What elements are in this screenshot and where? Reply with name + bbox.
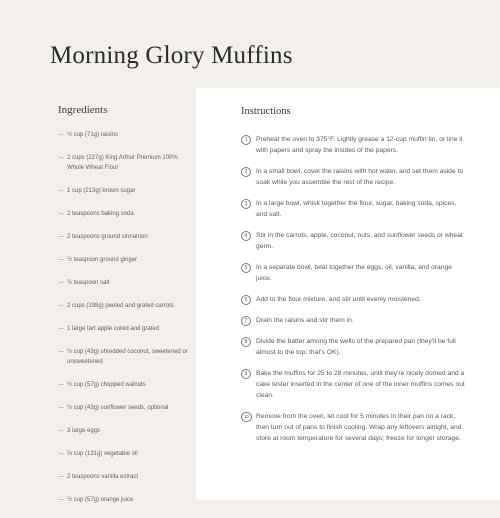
ingredient-text: ½ cup (43g) shredded coconut, sweetened or unsweetened	[67, 349, 188, 365]
ingredient-item	[58, 449, 194, 459]
instruction-step	[241, 315, 466, 326]
step-number-circle: 3	[241, 199, 251, 209]
ingredient-text: 2 teaspoons vanilla extract	[67, 474, 139, 480]
ingredient-text: 3 large eggs	[67, 428, 101, 434]
ingredient-item	[58, 153, 194, 173]
instruction-text: Bake the muffins for 25 to 28 minutes, until they're nicely domed and a cake tester inserted in the center of one of the inner muffins comes out clean.	[256, 370, 465, 399]
ingredient-text: ⅔ cup (131g) vegetable oil	[67, 451, 138, 457]
step-number-circle: 5	[241, 263, 251, 273]
dash-icon: —	[58, 132, 64, 138]
instruction-step	[241, 230, 466, 252]
ingredient-item	[58, 232, 194, 242]
dash-icon: —	[58, 382, 64, 388]
recipe-title: Morning Glory Muffins	[50, 42, 293, 69]
ingredient-item	[58, 347, 194, 367]
instruction-step	[241, 336, 466, 358]
dash-icon: —	[58, 405, 64, 411]
dash-icon: —	[58, 234, 64, 240]
ingredient-text: 2 cups (198g) peeled and grated carrots	[67, 303, 174, 309]
ingredient-item	[58, 186, 194, 196]
instruction-text: In a small bowl, cover the raisins with hot water, and set them aside to soak while you assemble the rest of the recipe.	[256, 168, 464, 186]
step-number-circle: 4	[241, 231, 251, 241]
instructions-list	[241, 134, 466, 454]
dash-icon: —	[58, 474, 64, 480]
dash-icon: —	[58, 326, 64, 332]
dash-icon: —	[58, 257, 64, 263]
ingredient-item	[58, 495, 194, 505]
step-number-circle: 2	[241, 167, 251, 177]
step-number-circle: 1	[241, 135, 251, 145]
ingredient-item	[58, 472, 194, 482]
ingredient-text: ½ cup (43g) sunflower seeds, optional	[67, 405, 169, 411]
instruction-step	[241, 198, 466, 220]
dash-icon: —	[58, 349, 64, 355]
instruction-text: Remove from the oven, let cool for 5 minutes in their pan on a rack, then turn out of pans to finish cooling. Wrap any leftovers airtight, and store at room temperature for several days; freeze for longer storage.	[256, 413, 462, 442]
dash-icon: —	[58, 155, 64, 161]
instruction-text: In a large bowl, whisk together the flour, sugar, baking soda, spices, and salt.	[256, 200, 457, 218]
ingredient-item	[58, 130, 194, 140]
instruction-step	[241, 134, 466, 156]
instructions-heading: Instructions	[241, 106, 291, 117]
dash-icon: —	[58, 280, 64, 286]
ingredient-item	[58, 403, 194, 413]
dash-icon: —	[58, 451, 64, 457]
ingredient-item	[58, 209, 194, 219]
step-number-circle: 7	[241, 316, 251, 326]
ingredient-item	[58, 324, 194, 334]
ingredient-text: ½ teaspoon ground ginger	[67, 257, 138, 263]
ingredients-list	[58, 130, 194, 518]
ingredient-text: ½ teaspoon salt	[67, 280, 110, 286]
step-number-circle: 10	[241, 412, 252, 422]
instruction-step	[241, 262, 466, 284]
instruction-text: Stir in the carrots, apple, coconut, nuts, and sunflower seeds or wheat germ.	[256, 232, 463, 250]
ingredient-text: ½ cup (71g) raisins	[67, 132, 119, 138]
instruction-text: In a separate bowl, beat together the eggs, oil, vanilla, and orange juice.	[256, 264, 452, 282]
ingredient-item	[58, 301, 194, 311]
instruction-text: Add to the flour mixture, and stir until evenly moistened.	[256, 296, 421, 303]
dash-icon: —	[58, 211, 64, 217]
instruction-step	[241, 166, 466, 188]
dash-icon: —	[58, 497, 64, 503]
instruction-step	[241, 294, 466, 305]
instruction-step	[241, 411, 466, 444]
ingredient-text: ½ cup (57g) chopped walnuts	[67, 382, 146, 388]
ingredients-heading: Ingredients	[58, 104, 108, 116]
ingredient-item	[58, 255, 194, 265]
ingredient-text: 1 cup (213g) brown sugar	[67, 188, 136, 194]
dash-icon: —	[58, 188, 64, 194]
dash-icon: —	[58, 303, 64, 309]
step-number-circle: 6	[241, 295, 251, 305]
step-number-circle: 9	[241, 369, 251, 379]
ingredient-text: 1 large tart apple cored and grated	[67, 326, 160, 332]
step-number-circle: 8	[241, 337, 251, 347]
ingredient-text: ½ cup (57g) orange juice	[67, 497, 134, 503]
ingredient-item	[58, 426, 194, 436]
instruction-text: Drain the raisins and stir them in.	[256, 317, 354, 324]
ingredient-text: 2 teaspoons baking soda	[67, 211, 134, 217]
instruction-text: Preheat the oven to 375°F. Lightly grease a 12-cup muffin tin, or line it with papers and spray the insides of the papers.	[256, 136, 463, 154]
ingredient-item	[58, 380, 194, 390]
dash-icon: —	[58, 428, 64, 434]
ingredient-text: 2 cups (227g) King Arthur Premium 100% Whole Wheat Flour	[67, 155, 178, 171]
instruction-text: Divide the batter among the wells of the prepared pan (they'll be full almost to the top; that's OK).	[256, 338, 456, 356]
instruction-step	[241, 368, 466, 401]
ingredient-item	[58, 278, 194, 288]
ingredient-text: 2 teaspoons ground cinnamon	[67, 234, 148, 240]
